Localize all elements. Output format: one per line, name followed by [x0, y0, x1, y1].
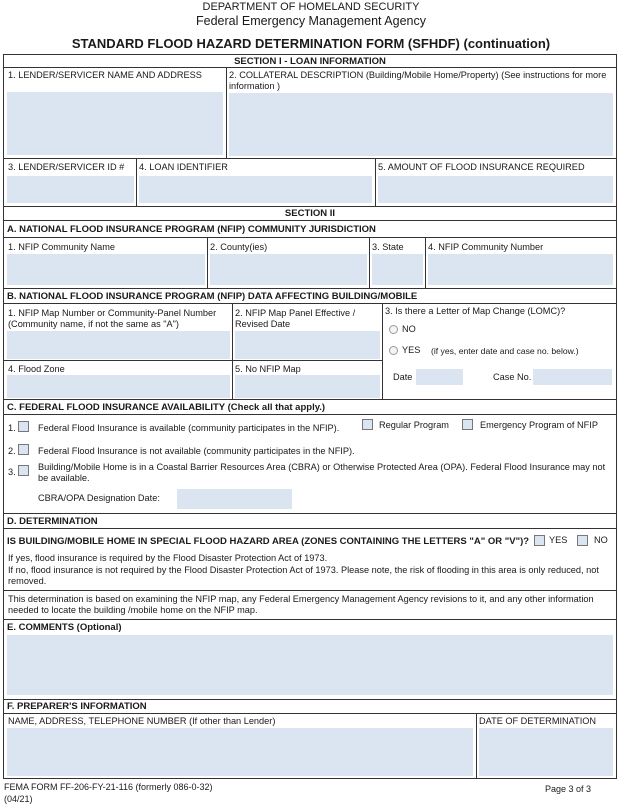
lomc-yes-label: YES: [402, 345, 421, 355]
preparer-name-field[interactable]: [7, 728, 473, 776]
cbra-opa-label: Building/Mobile Home is in a Coastal Barrier Resources Area (CBRA) or Otherwise Protected Area (OPA). Federal Flood Insurance may not be available.: [38, 462, 606, 483]
sfha-question: IS BUILDING/MOBILE HOME IN SPECIAL FLOOD HAZARD AREA (ZONES CONTAINING THE LETTERS "A" OR "V")?: [7, 536, 530, 547]
state-label: 3. State: [372, 242, 404, 252]
regular-program-checkbox[interactable]: [362, 419, 373, 430]
section-1-title: SECTION I - LOAN INFORMATION: [234, 56, 386, 67]
lomc-yes-radio[interactable]: [389, 346, 398, 355]
state-field[interactable]: [372, 254, 423, 285]
insurance-not-available-label: Federal Flood Insurance is not available (community participates in the NFIP).: [38, 446, 355, 456]
section-c-title: C. FEDERAL FLOOD INSURANCE AVAILABILITY (Check all that apply.): [7, 402, 326, 413]
nfip-map-number-field[interactable]: [7, 331, 230, 359]
page-number: Page 3 of 3: [545, 784, 592, 794]
sfha-no-text: If no, flood insurance is not required by the Flood Disaster Protection Act of 1973. Please note, the risk of flooding in this area is only reduced, not removed.: [8, 565, 599, 586]
lender-name-field[interactable]: [7, 92, 223, 155]
map-panel-date-field[interactable]: [235, 331, 380, 359]
lender-name-label: 1. LENDER/SERVICER NAME AND ADDRESS: [8, 70, 202, 80]
flood-zone-field[interactable]: [7, 375, 230, 398]
county-field[interactable]: [210, 254, 367, 285]
loan-identifier-label: 4. LOAN IDENTIFIER: [139, 162, 228, 172]
form-title: STANDARD FLOOD HAZARD DETERMINATION FORM (SFHDF) (continuation): [71, 36, 551, 51]
sfha-yes-label: YES: [549, 535, 568, 545]
flood-zone-label: 4. Flood Zone: [8, 364, 65, 374]
insurance-not-available-checkbox[interactable]: [18, 444, 29, 455]
emergency-program-label: Emergency Program of NFIP: [480, 420, 598, 430]
section-a-title: A. NATIONAL FLOOD INSURANCE PROGRAM (NFIP) COMMUNITY JURISDICTION: [7, 224, 376, 235]
county-label: 2. County(ies): [210, 242, 268, 252]
emergency-program-checkbox[interactable]: [462, 419, 473, 430]
section-d-title: D. DETERMINATION: [7, 516, 98, 527]
no-nfip-map-field[interactable]: [235, 375, 380, 398]
map-panel-date-label: 2. NFIP Map Panel Effective / Revised Date: [235, 308, 356, 329]
c2-number: 2.: [8, 446, 16, 456]
determination-date-field[interactable]: [479, 728, 613, 776]
insurance-available-label: Federal Flood Insurance is available (community participates in the NFIP).: [38, 423, 340, 433]
cbra-date-label: CBRA/OPA Designation Date:: [38, 493, 160, 503]
preparer-name-label: NAME, ADDRESS, TELEPHONE NUMBER (If other than Lender): [8, 716, 276, 726]
lomc-question-label: 3. Is there a Letter of Map Change (LOMC)?: [385, 306, 566, 316]
lomc-yes-note: (if yes, enter date and case no. below.): [431, 346, 579, 356]
lender-id-label: 3. LENDER/SERVICER ID #: [8, 162, 125, 172]
flood-insurance-amount-field[interactable]: [378, 176, 613, 203]
collateral-description-field[interactable]: [229, 93, 613, 156]
cbra-opa-checkbox[interactable]: [18, 465, 29, 476]
lomc-date-label: Date: [393, 372, 413, 382]
lomc-case-label: Case No.: [493, 372, 532, 382]
no-nfip-map-label: 5. No NFIP Map: [235, 364, 301, 374]
cbra-date-field[interactable]: [177, 489, 292, 509]
department-name: DEPARTMENT OF HOMELAND SECURITY: [202, 1, 420, 13]
section-e-title: E. COMMENTS (Optional): [7, 622, 122, 633]
lomc-case-field[interactable]: [533, 369, 612, 385]
nfip-community-name-field[interactable]: [7, 254, 205, 285]
agency-name: Federal Emergency Management Agency: [196, 14, 426, 28]
sfha-no-checkbox[interactable]: [577, 535, 588, 546]
nfip-community-number-label: 4. NFIP Community Number: [428, 242, 544, 252]
sfha-yes-text: If yes, flood insurance is required by the Flood Disaster Protection Act of 1973.: [8, 553, 328, 563]
nfip-community-name-label: 1. NFIP Community Name: [8, 242, 116, 252]
insurance-available-checkbox[interactable]: [18, 421, 29, 432]
c1-number: 1.: [8, 423, 16, 433]
comments-field[interactable]: [7, 635, 613, 695]
regular-program-label: Regular Program: [379, 420, 449, 430]
lomc-no-label: NO: [402, 324, 416, 334]
flood-insurance-amount-label: 5. AMOUNT OF FLOOD INSURANCE REQUIRED: [378, 162, 585, 172]
nfip-community-number-field[interactable]: [428, 254, 613, 285]
lomc-date-field[interactable]: [416, 369, 463, 385]
determination-date-label: DATE OF DETERMINATION: [479, 716, 597, 726]
form-number: FEMA FORM FF-206-FY-21-116 (formerly 086-0-32): [4, 782, 213, 792]
section-f-title: F. PREPARER'S INFORMATION: [7, 701, 147, 712]
section-2-title: SECTION II: [284, 208, 336, 219]
sfha-yes-checkbox[interactable]: [534, 535, 545, 546]
c3-number: 3.: [8, 467, 16, 477]
collateral-description-label: 2. COLLATERAL DESCRIPTION (Building/Mobile Home/Property) (See instructions for more information ): [229, 70, 607, 91]
nfip-map-number-label: 1. NFIP Map Number or Community-Panel Number (Community name, if not the same as "A"): [8, 308, 217, 329]
lomc-no-radio[interactable]: [389, 325, 398, 334]
lender-id-field[interactable]: [7, 176, 134, 203]
determination-basis-text: This determination is based on examining the NFIP map, any Federal Emergency Management Agency revisions to it, and any other information needed to locate the building /mobile home on the NFIP map.: [8, 594, 594, 615]
loan-identifier-field[interactable]: [139, 176, 372, 203]
form-revision: (04/21): [4, 794, 33, 804]
section-b-title: B. NATIONAL FLOOD INSURANCE PROGRAM (NFIP) DATA AFFECTING BUILDING/MOBILE: [7, 291, 418, 302]
sfha-no-label: NO: [594, 535, 608, 545]
